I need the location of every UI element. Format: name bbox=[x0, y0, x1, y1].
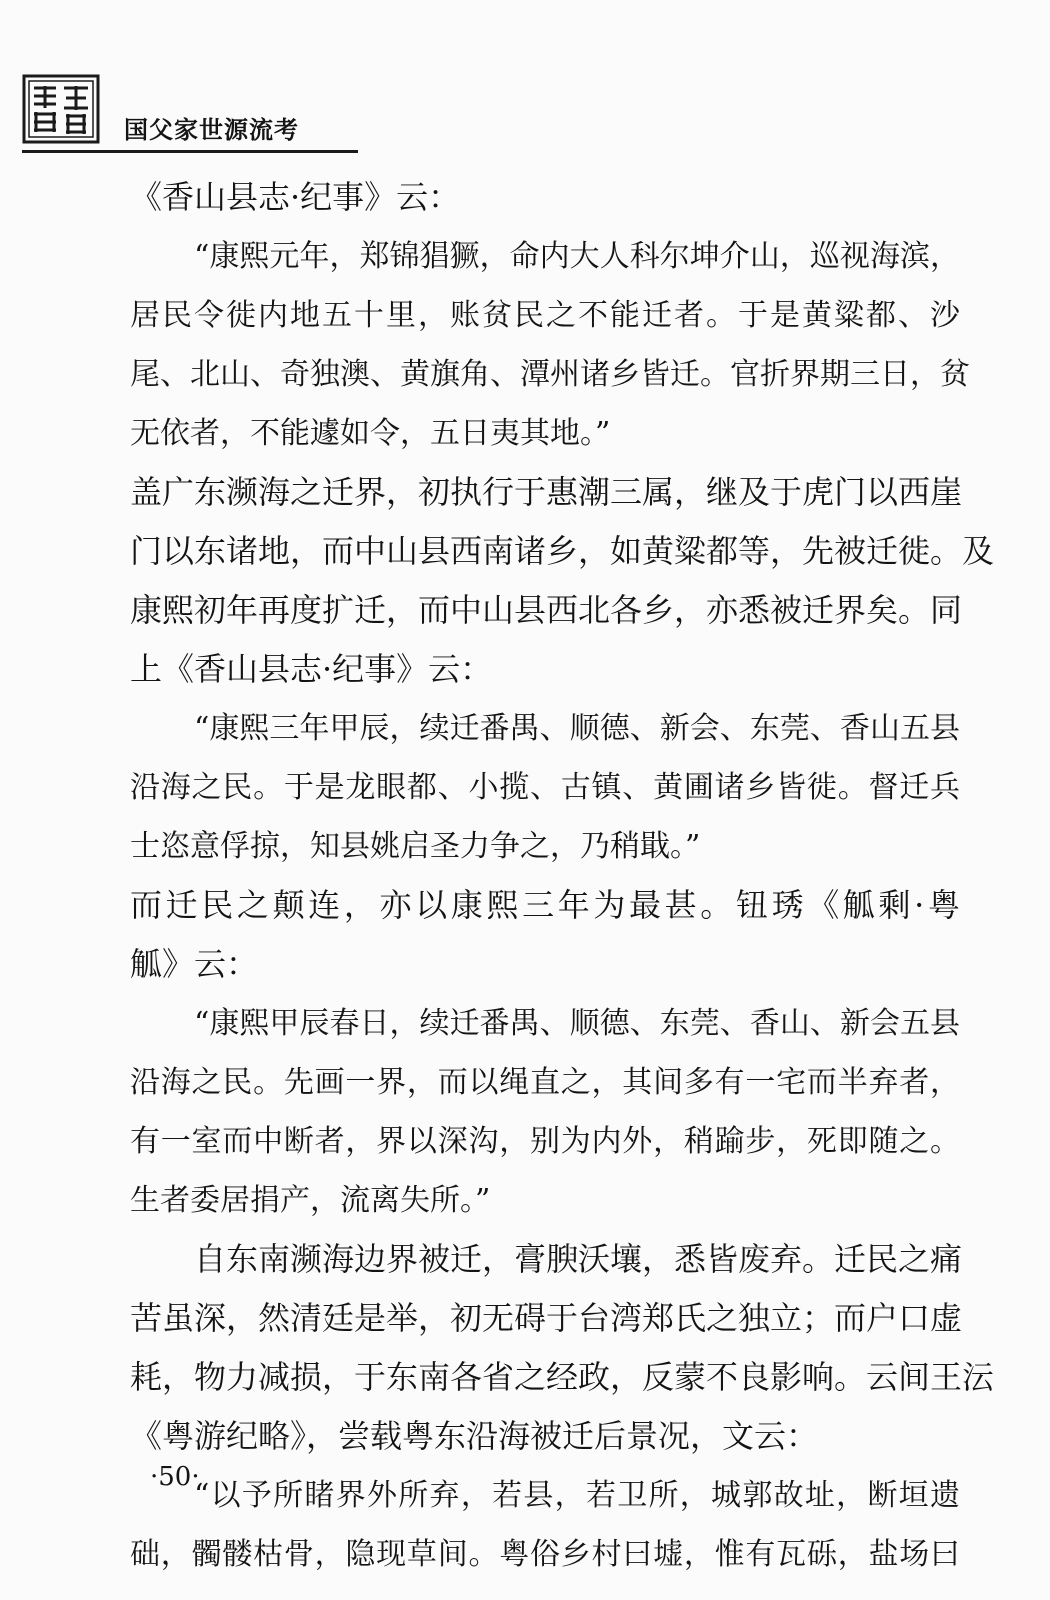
text-line: 自东南濒海边界被迁，膏腴沃壤，悉皆废弃。迁民之痛 bbox=[194, 1240, 963, 1278]
text-line: 生者委居捐产，流离失所。” bbox=[130, 1183, 491, 1218]
text-line: 士恣意俘掠，知县姚启圣力争之，乃稍戢。” bbox=[130, 829, 701, 864]
text-line: 上《香山县志·纪事》云： bbox=[130, 650, 493, 688]
text-line: 《粤游纪略》，尝载粤东沿海被迁后景况，文云： bbox=[130, 1417, 819, 1455]
text-line: 有一室而中断者，界以深沟，别为内外，稍踰步，死即随之。 bbox=[130, 1124, 960, 1159]
header-rule bbox=[22, 150, 358, 153]
text-line: 耗，物力减损，于东南各省之经政，反蒙不良影响。云间王沄 bbox=[130, 1358, 995, 1396]
running-title: 国父家世源流考 bbox=[124, 116, 299, 144]
text-line: “康熙元年，郑锦猖獗，命内大人科尔坤介山，巡视海滨， bbox=[194, 239, 960, 274]
text-line: 康熙初年再度扩迁，而中山县西北各乡，亦悉被迁界矣。同 bbox=[130, 591, 963, 629]
page-number: ·50· bbox=[150, 1462, 200, 1492]
text-line: “康熙三年甲辰，续迁番禺、顺德、新会、东莞、香山五县 bbox=[194, 711, 960, 746]
text-line: 础，髑髅枯骨，隐现草间。粤俗乡村曰墟，惟有瓦砾，盐场曰 bbox=[130, 1537, 960, 1572]
text-line: 沿海之民。先画一界，而以绳直之，其间多有一宅而半弃者， bbox=[130, 1065, 960, 1100]
text-line: 《香山县志·纪事》云： bbox=[130, 178, 461, 216]
text-line: 盖广东濒海之迁界，初执行于惠潮三属，继及于虎门以西崖 bbox=[130, 473, 963, 511]
text-line: 沿海之民。于是龙眼都、小揽、古镇、黄圃诸乡皆徙。督迁兵 bbox=[130, 770, 960, 805]
text-line: 门以东诸地，而中山县西南诸乡，如黄粱都等，先被迁徙。及 bbox=[130, 532, 995, 570]
text-line: “以予所睹界外所弃，若县，若卫所，城郭故址，断垣遗 bbox=[194, 1478, 960, 1513]
text-line: “康熙甲辰春日，续迁番禺、顺德、东莞、香山、新会五县 bbox=[194, 1006, 960, 1041]
text-line: 居民令徙内地五十里，账贫民之不能迁者。于是黄粱都、沙 bbox=[130, 298, 960, 333]
body-text bbox=[130, 168, 995, 1584]
text-line: 觚》云： bbox=[130, 945, 259, 983]
text-line: 无依者，不能遽如令，五日夷其地。” bbox=[130, 416, 611, 451]
page-header bbox=[22, 66, 362, 156]
seal-stamp-icon bbox=[22, 74, 100, 144]
text-line: 而迁民之颠连，亦以康熙三年为最甚。钮琇《觚剩·粤 bbox=[130, 886, 960, 924]
text-line: 苦虽深，然清廷是举，初无碍于台湾郑氏之独立；而户口虚 bbox=[130, 1299, 963, 1337]
text-line: 尾、北山、奇独澳、黄旗角、潭州诸乡皆迁。官折界期三日，贫 bbox=[130, 357, 970, 392]
